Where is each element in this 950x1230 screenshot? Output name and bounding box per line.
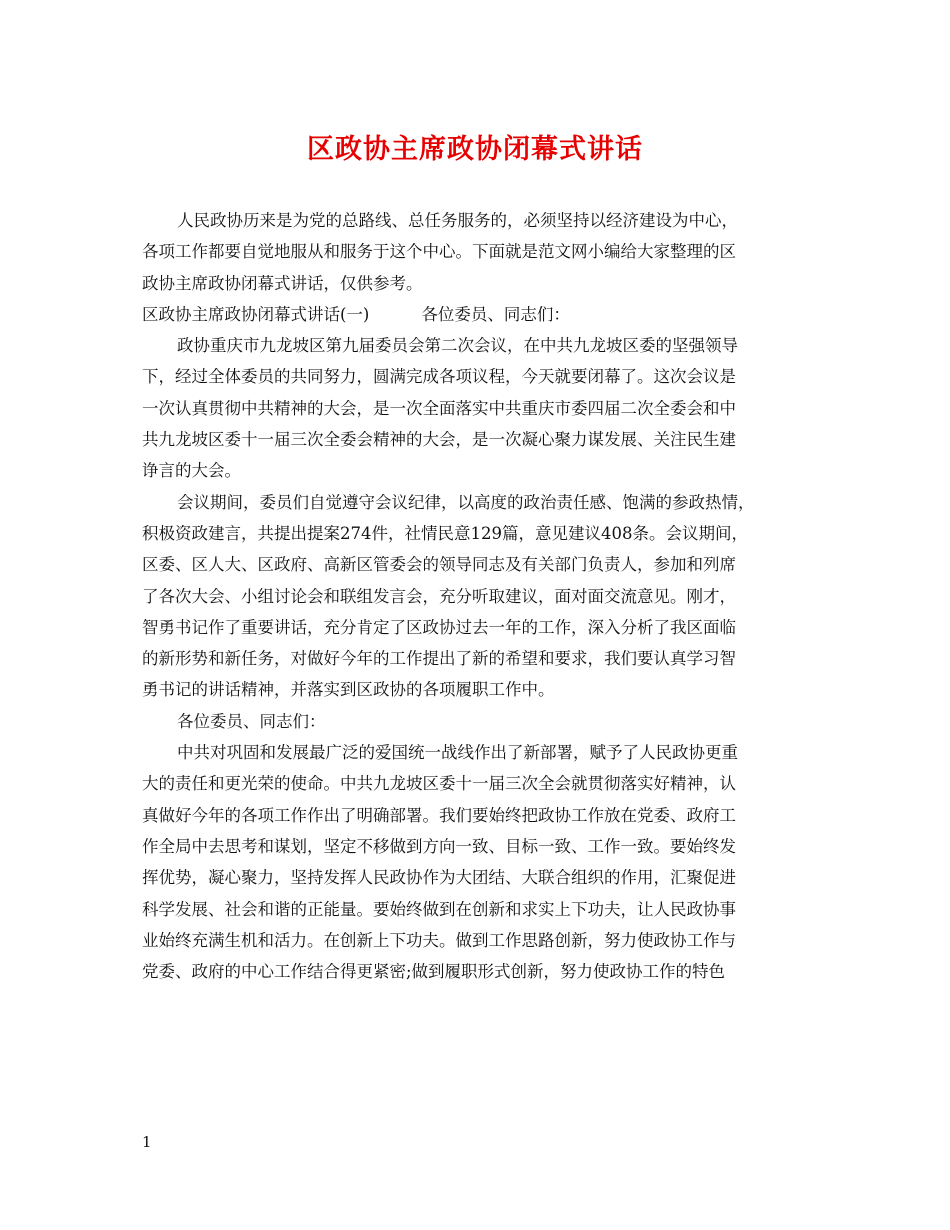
- text-line: 各项工作都要自觉地服从和服务于这个中心。下面就是范文网小编给大家整理的区: [142, 242, 736, 262]
- text-line: 区委、区人大、区政府、高新区管委会的领导同志及有关部门负责人，参加和列席: [142, 555, 736, 575]
- text-line: 科学发展、社会和谐的正能量。要始终做到在创新和求实上下功夫，让人民政协事: [142, 899, 736, 919]
- document-body: [142, 205, 822, 987]
- text-line: 政协重庆市九龙坡区第九届委员会第二次会议，在中共九龙坡区委的坚强领导: [177, 336, 738, 356]
- text-line: 诤言的大会。: [142, 461, 241, 481]
- text-line: 勇书记的讲话精神，并落实到区政协的各项履职工作中。: [142, 680, 555, 700]
- text-line: 积极资政建言，共提出提案274件，社情民意129篇，意见建议408条。会议期间，: [142, 523, 748, 543]
- text-line: 的新形势和新任务，对做好今年的工作提出了新的希望和要求，我们要认真学习智: [142, 649, 736, 669]
- section-heading: 区政协主席政协闭幕式讲话(一): [142, 304, 370, 324]
- salutation: 各位委员、同志们：: [421, 304, 570, 324]
- text-line: 挥优势，凝心聚力，坚持发挥人民政协作为大团结、大联合组织的作用，汇聚促进: [142, 868, 736, 888]
- salutation: 各位委员、同志们：: [177, 711, 326, 731]
- text-line: 会议期间，委员们自觉遵守会议纪律，以高度的政治责任感、饱满的参政热情，: [177, 492, 755, 512]
- document-title: 区政协主席政协闭幕式讲话: [307, 134, 643, 165]
- text-line: 业始终充满生机和活力。在创新上下功夫。做到工作思路创新，努力使政协工作与: [142, 930, 736, 950]
- text-line: 一次认真贯彻中共精神的大会，是一次全面落实中共重庆市委四届二次全委会和中: [142, 398, 736, 418]
- text-line: 作全局中去思考和谋划，坚定不移做到方向一致、目标一致、工作一致。要始终发: [142, 836, 736, 856]
- text-line: 人民政协历来是为党的总路线、总任务服务的，必须坚持以经济建设为中心，: [177, 211, 738, 230]
- page-number: 1: [142, 1133, 152, 1151]
- text-line: 真做好今年的各项工作作出了明确部署。我们要始终把政协工作放在党委、政府工: [142, 805, 736, 825]
- text-line: 下，经过全体委员的共同努力，圆满完成各项议程，今天就要闭幕了。这次会议是: [142, 367, 736, 387]
- section-heading-line: [142, 299, 822, 330]
- text-line: 共九龙坡区委十一届三次全委会精神的大会，是一次凝心聚力谋发展、关注民生建: [142, 430, 736, 450]
- text-line: 智勇书记作了重要讲话，充分肯定了区政协过去一年的工作，深入分析了我区面临: [142, 617, 736, 637]
- text-line: 了各次大会、小组讨论会和联组发言会，充分听取建议，面对面交流意见。刚才，: [142, 586, 736, 606]
- text-line: 政协主席政协闭幕式讲话，仅供参考。: [142, 273, 423, 293]
- text-line: 党委、政府的中心工作结合得更紧密;做到履职形式创新，努力使政协工作的特色: [142, 962, 726, 982]
- text-line: 大的责任和更光荣的使命。中共九龙坡区委十一届三次全会就贯彻落实好精神，认: [142, 774, 736, 794]
- text-line: 中共对巩固和发展最广泛的爱国统一战线作出了新部署，赋予了人民政协更重: [177, 743, 738, 763]
